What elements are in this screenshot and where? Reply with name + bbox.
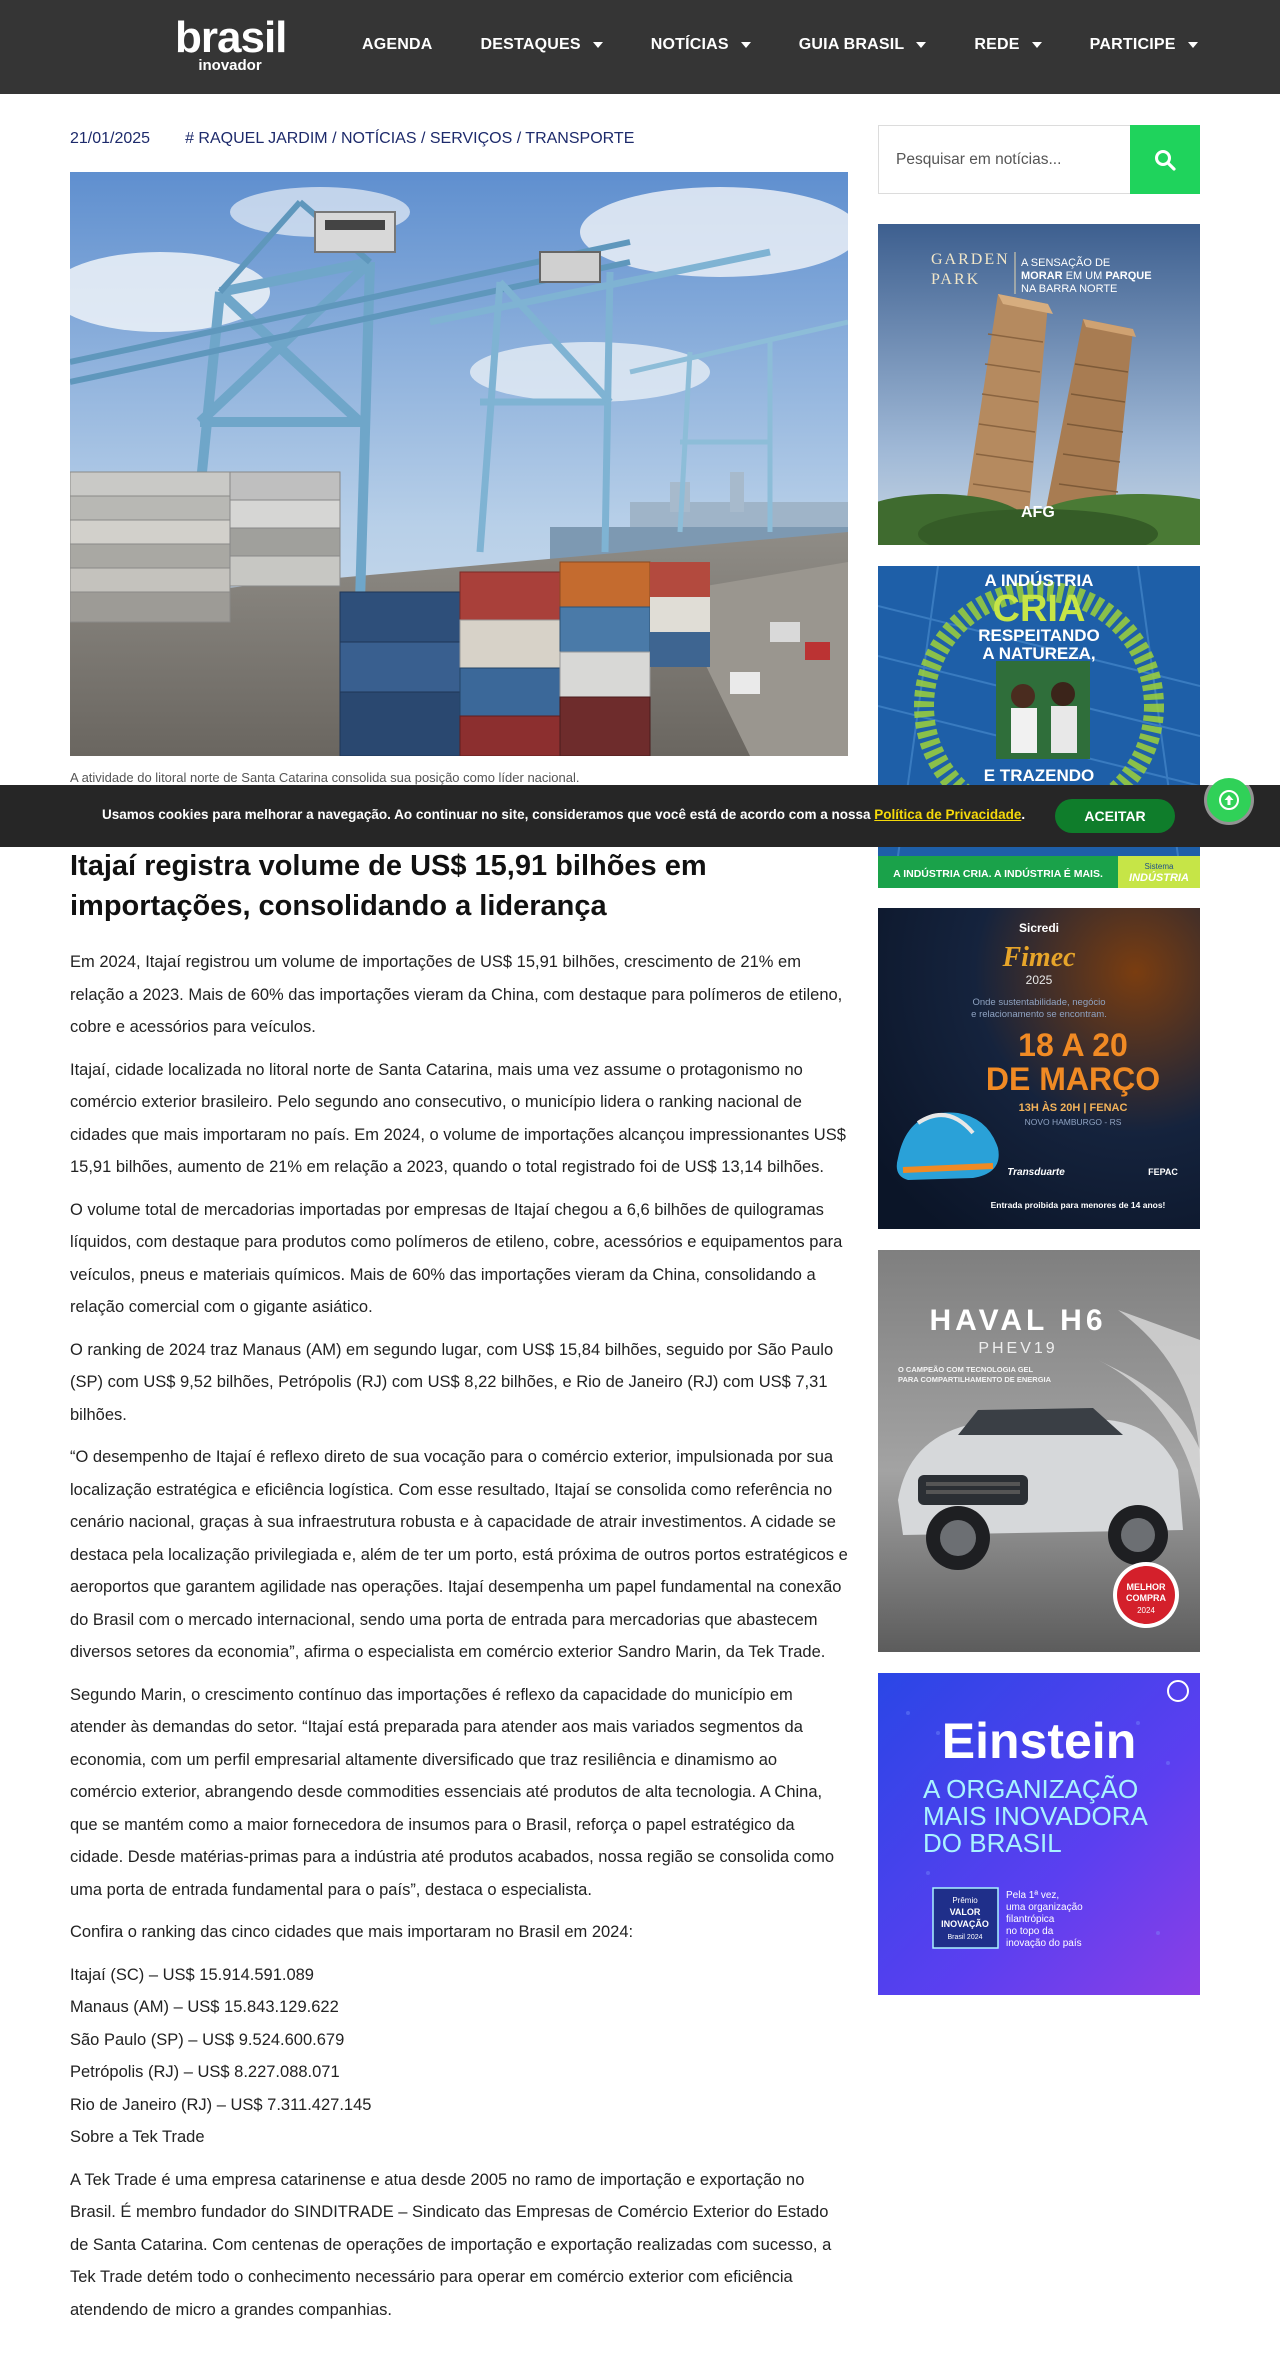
article-subheading: Sobre a Tek Trade [70, 2128, 205, 2146]
ad3-note: Entrada proibida para menores de 14 anos! [990, 1200, 1166, 1210]
article-paragraph: O ranking de 2024 traz Manaus (AM) em segundo lugar, com US$ 15,84 bilhões, seguido por São Paulo (SP) com US$ 9,52 bilhões, Petrópolis (RJ) com US$ 8,22 bilhões, e Rio de Janeiro (RJ) com US$ 7,31 bilhões. [70, 1340, 834, 1424]
post-tags-link[interactable]: # RAQUEL JARDIM / NOTÍCIAS / SERVIÇOS / TRANSPORTE [185, 130, 635, 147]
logo-sub-text: inovador [198, 57, 262, 74]
nav-item-noticias[interactable] [651, 36, 751, 54]
ranking-item: Itajaí (SC) – US$ 15.914.591.089 [70, 1965, 314, 1984]
ad5-side4: no topo da [1006, 1926, 1054, 1937]
ad3-tagline2: e relacionamento se encontram. [971, 1009, 1107, 1020]
ranking-item: Petrópolis (RJ) – US$ 8.227.088.071 [70, 2063, 340, 2081]
ranking-item: Rio de Janeiro (RJ) – US$ 7.311.427.145 [70, 2095, 372, 2114]
ad3-hours: 13H ÀS 20H | FENAC [1018, 1102, 1128, 1114]
ad4-seal2: COMPRA [1126, 1593, 1166, 1603]
nav-label: PARTICIPE [1089, 36, 1176, 53]
scroll-to-top-button[interactable] [1207, 778, 1251, 822]
cookie-message-end: . [1021, 807, 1026, 822]
chevron-down-icon [1032, 42, 1042, 48]
cookie-text [102, 807, 1025, 822]
ad3-dates1: 18 A 20 [1018, 1027, 1128, 1063]
ad4-seal1: MELHOR [1126, 1582, 1166, 1592]
article-paragraph: A Tek Trade é uma empresa catarinense e atua desde 2005 no ramo de importação e exportação no Brasil. É membro fundador do SINDITRADE – Sindicato das Empresas de Comércio Exterior do Estado de Santa Catarina. Com centenas de operações de importação e exportação realizadas com sucesso, a Tek Trade detém todo o conhecimento necessário para operar em comércio exterior com eficiência atendendo de micro a grandes companhias. [70, 2170, 832, 2319]
arrow-up-circle-icon [1218, 789, 1240, 811]
main-nav [362, 36, 1246, 54]
ranking-list [70, 1959, 848, 2154]
ad1-footer-logo: AFG [1021, 504, 1055, 521]
ad3-logo2: FEPAC [1148, 1167, 1178, 1177]
ad5-side3: filantrópica [1006, 1914, 1055, 1925]
logo-main-text: brasil [175, 13, 287, 62]
ad2-badge: INDÚSTRIA [1129, 872, 1189, 884]
ad1-line3: NA BARRA NORTE [1021, 283, 1118, 295]
port-cranes-illustration [70, 172, 848, 756]
ad-banner-haval[interactable] [878, 1250, 1200, 1652]
ad3-dates2: DE MARÇO [985, 1061, 1161, 1097]
chevron-down-icon [593, 42, 603, 48]
search-form [878, 125, 1200, 194]
search-button[interactable] [1130, 125, 1200, 194]
ad3-city: NOVO HAMBURGO - RS [1024, 1117, 1122, 1127]
hero-caption: A atividade do litoral norte de Santa Catarina consolida sua posição como líder nacional. [70, 770, 580, 785]
nav-item-guia-brasil[interactable] [799, 36, 927, 54]
ad1-brand-top: GARDEN [931, 251, 1010, 268]
ad-banner-einstein[interactable] [878, 1673, 1200, 1995]
ad-banner-fimec[interactable] [878, 908, 1200, 1229]
ad2-line4: A NATUREZA, [982, 644, 1096, 663]
chevron-down-icon [1188, 42, 1198, 48]
ad1-brand-bottom: PARK [931, 271, 981, 288]
ad5-side2: uma organização [1006, 1902, 1083, 1913]
ad2-bottom-text: A INDÚSTRIA CRIA. A INDÚSTRIA É MAIS. [893, 868, 1103, 880]
ad3-logo1: Transduarte [1007, 1167, 1065, 1178]
ad2-line1: A INDÚSTRIA [984, 571, 1094, 590]
site-logo[interactable] [175, 13, 287, 74]
article-paragraph: “O desempenho de Itajaí é reflexo direto de sua vocação para o comércio exterior, impulsionada por sua localização estratégica e eficiência logística. Com esse resultado, Itajaí se consolida como referência no cenário nacional, graças à sua infraestrutura robusta e à capacidade de atrair investimentos. A cidade se destaca pela localização privilegiada e, além de ter um porto, está próxima de outros portos estratégicos e aeroportos que garantem agilidade nas operações. Itajaí desempenha um papel fundamental na conexão do Brasil com o mercado internacional, sendo uma porta de entrada para mercadorias que abastecem diversos setores da economia”, afirma o especialista em comércio exterior Sandro Marin, da Tek Trade. [70, 1448, 848, 1661]
ranking-item: Manaus (AM) – US$ 15.843.129.622 [70, 1998, 339, 2016]
nav-label: REDE [974, 36, 1020, 53]
nav-item-agenda[interactable] [362, 36, 433, 54]
article-paragraph: Em 2024, Itajaí registrou um volume de importações de US$ 15,91 bilhões, crescimento de 21% em relação a 2023. Mais de 60% das importações vieram da China, com destaque para polímeros de etileno, cobre e acessórios para veículos. [70, 953, 843, 1036]
chevron-down-icon [916, 42, 926, 48]
nav-item-rede[interactable] [974, 36, 1041, 54]
ad5-brand: Einstein [941, 1713, 1137, 1769]
ad1-line1: A SENSAÇÃO DE [1021, 257, 1111, 269]
ad5-badge2: VALOR [949, 1907, 981, 1917]
garden-park-ad-art [878, 224, 1200, 545]
search-icon [1154, 149, 1176, 171]
ad5-side5: inovação do país [1006, 1938, 1082, 1949]
article-paragraph: Segundo Marin, o crescimento contínuo das importações é reflexo da capacidade do município em atender às demandas do setor. “Itajaí está preparada para atender aos mais variados segmentos da economia, com um perfil empresarial altamente diversificado que traz resiliência e dinamismo ao comércio exterior, abrangendo desde commodities essenciais até produtos de alta tecnologia. A China, que se mantém como a maior fornecedora de insumos para o Brasil, reforça o papel estratégico da cidade. Desde matérias-primas para a indústria até produtos acabados, nossa região se consolida como uma porta de entrada fundamental para o país”, destaca o especialista. [70, 1685, 835, 1899]
cookie-banner [0, 785, 1280, 847]
nav-label: GUIA BRASIL [798, 36, 905, 53]
ad5-line2: MAIS INOVADORA [923, 1801, 1148, 1831]
ad3-tagline1: Onde sustentabilidade, negócio [972, 997, 1106, 1008]
chevron-down-icon [741, 42, 751, 48]
nav-item-destaques[interactable] [481, 36, 603, 54]
cookie-message: Usamos cookies para melhorar a navegação. Ao continuar no site, consideramos que você está de acordo com a nossa [102, 807, 875, 822]
ad3-sponsor: Sicredi [1018, 921, 1060, 935]
article-paragraph: O volume total de mercadorias importadas por empresas de Itajaí chegou a 6,6 bilhões de quilogramas líquidos, com destaque para produtos como polímeros de etileno, cobre, acessórios e equipamentos para veículos, pneus e materiais químicos. Mais de 60% das importações vieram da China, consolidando a relação comercial com o gigante asiático. [70, 1200, 843, 1316]
ad2-line5: E TRAZENDO [983, 766, 1095, 785]
accept-cookies-button[interactable]: ACEITAR [1055, 799, 1175, 833]
ranking-item: São Paulo (SP) – US$ 9.524.600.679 [70, 2030, 345, 2049]
article-paragraph: Confira o ranking das cinco cidades que mais importaram no Brasil em 2024: [70, 1923, 634, 1941]
ad5-badge4: Brasil 2024 [947, 1934, 983, 1941]
svg-text:MORAR EM UM PARQUE: MORAR EM UM PARQUE [1021, 270, 1152, 282]
nav-label: AGENDA [362, 36, 433, 53]
nav-label: DESTAQUES [480, 36, 581, 53]
ad2-badge-top: Sistema [1144, 862, 1174, 871]
einstein-ad-art [878, 1673, 1200, 1995]
ad4-tagline2: PARA COMPARTILHAMENTO DE ENERGIA [898, 1375, 1052, 1384]
ad4-tagline1: O CAMPEÃO COM TECNOLOGIA GEL [898, 1365, 1034, 1374]
ad3-year: 2025 [1025, 973, 1053, 987]
ad5-line1: A ORGANIZAÇÃO [923, 1774, 1139, 1804]
ad5-side1: Pela 1ª vez, [1006, 1890, 1060, 1901]
ad3-brand: Fimec [1002, 942, 1076, 973]
fimec-ad-art [878, 908, 1200, 1229]
hero-image-port [70, 172, 848, 756]
privacy-policy-link[interactable]: Política de Privacidade [874, 807, 1022, 822]
article-body [70, 946, 848, 2336]
ad5-line3: DO BRASIL [923, 1828, 1062, 1858]
article-title: Itajaí registra volume de US$ 15,91 bilhões em importações, consolidando a liderança [70, 850, 707, 922]
ad-banner-garden-park[interactable] [878, 224, 1200, 545]
post-meta [70, 130, 634, 148]
nav-item-participe[interactable] [1090, 36, 1198, 54]
nav-label: NOTÍCIAS [650, 36, 729, 53]
ad4-model: HAVAL H6 [929, 1304, 1107, 1337]
article-paragraph: Itajaí, cidade localizada no litoral norte de Santa Catarina, mais uma vez assume o protagonismo no comércio exterior brasileiro. Pelo segundo ano consecutivo, o município lidera o ranking nacional de cidades que mais importaram no país. Em 2024, o volume de importações alcançou impressionantes US$ 15,91 bilhões, aumento de 21% em relação a 2023, quando o total registrado foi de US$ 13,14 bilhões. [70, 1060, 846, 1176]
search-input[interactable] [879, 126, 1131, 193]
ad2-line3: RESPEITANDO [978, 626, 1100, 645]
site-header [0, 0, 1280, 94]
ad4-seal3: 2024 [1137, 1606, 1155, 1615]
ad5-badge3: INOVAÇÃO [941, 1919, 989, 1929]
ad5-badge1: Prêmio [952, 1896, 978, 1905]
ad4-version: PHEV19 [978, 1340, 1058, 1357]
post-date: 21/01/2025 [70, 130, 151, 147]
haval-ad-art [878, 1250, 1200, 1652]
ad2-line2: CRIA [992, 588, 1086, 630]
